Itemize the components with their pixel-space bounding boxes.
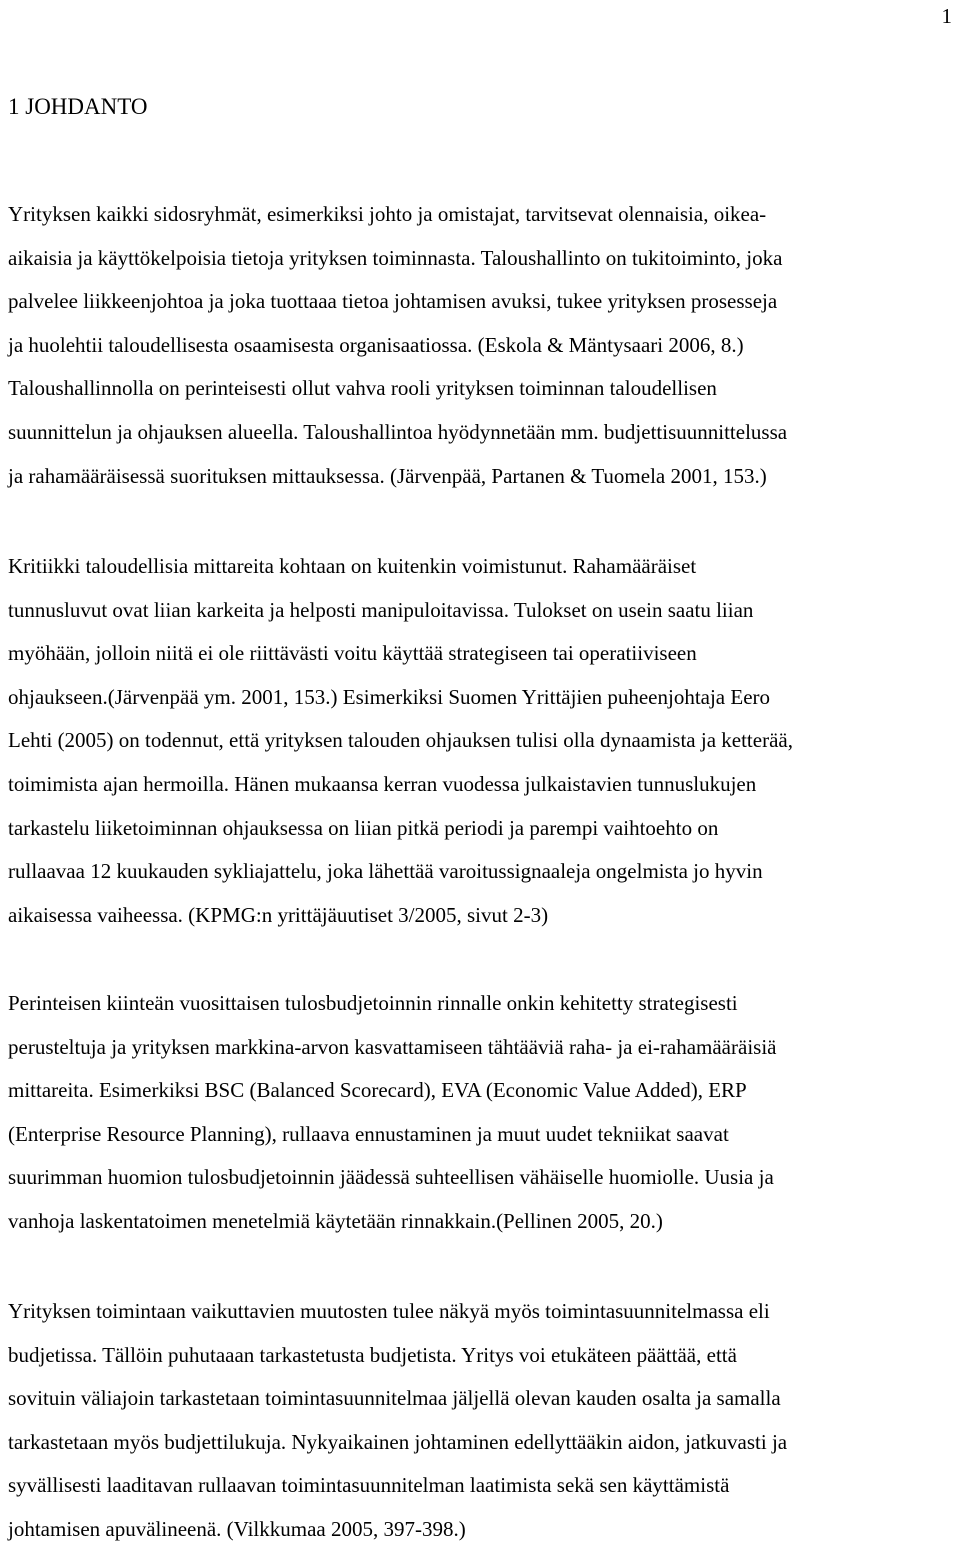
paragraph-line: vanhoja laskentatoimen menetelmiä käytetään rinnakkain.(Pellinen 2005, 20.) <box>8 1208 663 1233</box>
paragraph-line: sovituin väliajoin tarkastetaan toimintasuunnitelmaa jäljellä olevan kauden osalta ja samalla <box>8 1386 781 1411</box>
paragraph-line: perusteltuja ja yrityksen markkina-arvon kasvattamiseen tähtääviä raha- ja ei-rahamääräisiä <box>8 1034 777 1059</box>
paragraph-line: Lehti (2005) on todennut, että yrityksen talouden ohjauksen tulisi olla dynaamista ja ketterää, <box>8 728 793 753</box>
paragraph-line: suunnittelun ja ohjauksen alueella. Taloushallintoa hyödynnetään mm. budjettisuunnittelussa <box>8 419 788 444</box>
paragraph-line: myöhään, jolloin niitä ei ole riittävästi voitu käyttää strategiseen tai operatiiviseen <box>8 641 697 666</box>
paragraph-line: Yrityksen kaikki sidosryhmät, esimerkiksi johto ja omistajat, tarvitsevat olennaisia, oikea- <box>8 202 767 226</box>
paragraph-3 <box>8 982 776 1244</box>
paragraph-line: suurimman huomion tulosbudjetoinnin jäädessä suhteellisen vähäiselle huomiolle. Uusia ja <box>8 1165 774 1190</box>
chapter-heading: 1 JOHDANTO <box>8 94 148 119</box>
paragraph-4 <box>8 1290 787 1552</box>
paragraph-line: Perinteisen kiinteän vuosittaisen tulosbudjetoinnin rinnalle onkin kehitetty strategisesti <box>8 991 738 1015</box>
paragraph-line: tunnusluvut ovat liian karkeita ja helposti manipuloitavissa. Tulokset on usein saatu liian <box>8 597 754 622</box>
paragraph-line: aikaisia ja käyttökelpoisia tietoja yrityksen toiminnasta. Taloushallinto on tukitoiminto, joka <box>8 245 783 270</box>
paragraph-line: Taloushallinnolla on perinteisesti ollut vahva rooli yrityksen toiminnan taloudellisen <box>8 376 717 401</box>
paragraph-line: (Enterprise Resource Planning), rullaava ennustaminen ja muut uudet tekniikat saavat <box>8 1121 729 1146</box>
paragraph-line: syvällisesti laaditavan rullaavan toimintasuunnitelman laatimista sekä sen käyttämistä <box>8 1473 730 1498</box>
paragraph-line: toimimista ajan hermoilla. Hänen mukaansa kerran vuodessa julkaistavien tunnuslukujen <box>8 771 757 796</box>
paragraph-line: aikaisessa vaiheessa. (KPMG:n yrittäjäuutiset 3/2005, sivut 2-3) <box>8 902 549 927</box>
paragraph-line: johtamisen apuvälineenä. (Vilkkumaa 2005, 397-398.) <box>8 1516 466 1541</box>
paragraph-line: Kritiikki taloudellisia mittareita kohtaan on kuitenkin voimistunut. Rahamääräiset <box>8 554 697 578</box>
paragraph-line: ja rahamääräisessä suorituksen mittauksessa. (Järvenpää, Partanen & Tuomela 2001, 153.) <box>8 463 767 488</box>
paragraph-line: ohjaukseen.(Järvenpää ym. 2001, 153.) Esimerkiksi Suomen Yrittäjien puheenjohtaja Eero <box>8 684 771 709</box>
paragraph-2 <box>8 545 793 937</box>
paragraph-line: ja huolehtii taloudellisesta osaamisesta organisaatiossa. (Eskola & Mäntysaari 2006, 8.) <box>8 332 744 357</box>
paragraph-line: mittareita. Esimerkiksi BSC (Balanced Scorecard), EVA (Economic Value Added), ERP <box>8 1078 747 1103</box>
paragraph-line: tarkastelu liiketoiminnan ohjauksessa on liian pitkä periodi ja parempi vaihtoehto on <box>8 815 719 840</box>
paragraph-line: Yrityksen toimintaan vaikuttavien muutosten tulee näkyä myös toimintasuunnitelmassa eli <box>8 1299 770 1323</box>
paragraph-line: budjetissa. Tällöin puhutaaan tarkastetusta budjetista. Yritys voi etukäteen päättää, että <box>8 1342 737 1367</box>
paragraph-line: palvelee liikkeenjohtoa ja joka tuottaaa tietoa johtamisen avuksi, tukee yrityksen prosesseja <box>8 289 778 314</box>
page-number: 1 <box>941 4 952 28</box>
paragraph-line: tarkastetaan myös budjettilukuja. Nykyaikainen johtaminen edellyttääkin aidon, jatkuvasti ja <box>8 1429 788 1454</box>
paragraph-1 <box>8 193 787 498</box>
paragraph-line: rullaavaa 12 kuukauden sykliajattelu, joka lähettää varoitussignaaleja ongelmista jo hyvin <box>8 859 763 884</box>
